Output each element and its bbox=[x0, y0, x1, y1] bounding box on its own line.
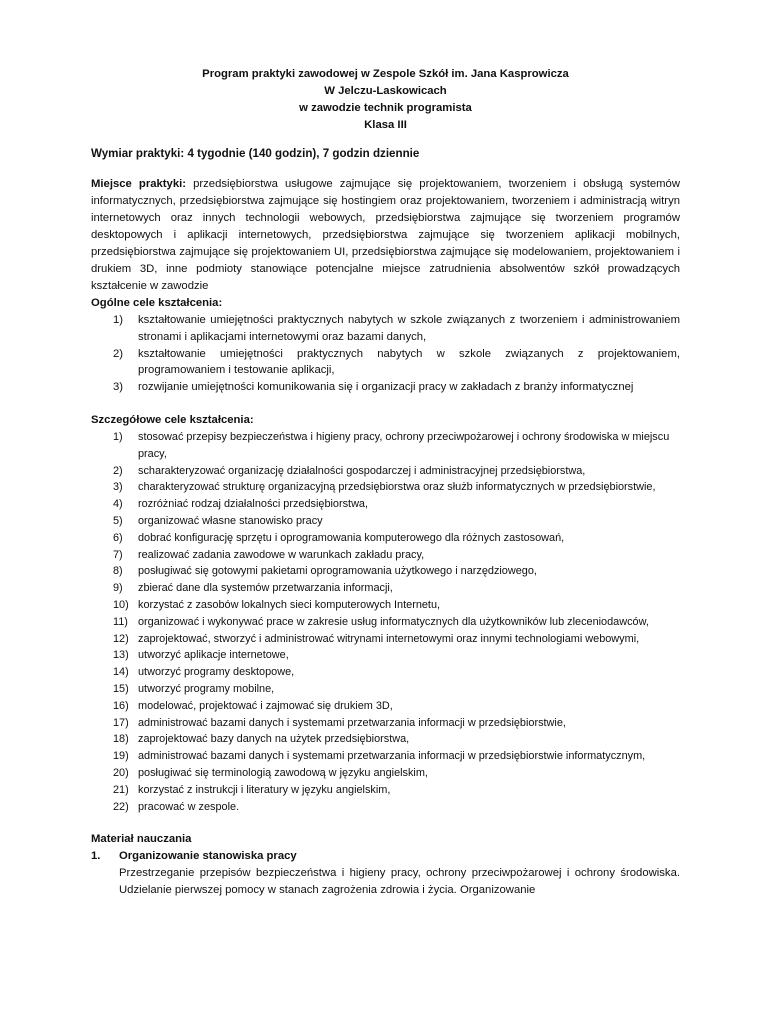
material-body: Przestrzeganie przepisów bezpieczeństwa i higieny pracy, ochrony przeciwpożarowej i ochrony środowiska. Udzielanie pierwszej pomocy w stanach zagrożenia zdrowia i życia. Organizowanie bbox=[119, 867, 680, 897]
specific-goal-item bbox=[91, 597, 680, 614]
list-item-number: 11) bbox=[113, 615, 128, 628]
list-item-text: kształtowanie umiejętności praktycznych nabytych w szkole związanych z projektowaniem, programowaniem i testowanie aplikacji, bbox=[138, 347, 680, 377]
specific-goal-item bbox=[91, 496, 680, 513]
list-item-number: 14) bbox=[113, 666, 129, 679]
specific-goal-item bbox=[91, 715, 680, 732]
list-item-text: administrować bazami danych i systemami przetwarzania informacji w przedsiębiorstwie, bbox=[138, 716, 566, 729]
list-item-number: 7) bbox=[113, 548, 123, 561]
list-item-number: 20) bbox=[113, 766, 129, 779]
specific-goal-item bbox=[91, 547, 680, 564]
specific-goal-item bbox=[91, 664, 680, 681]
list-item-text: Organizowanie stanowiska pracy bbox=[119, 850, 297, 863]
general-goals-heading: Ogólne cele kształcenia: bbox=[91, 297, 223, 309]
list-item-text: organizować i wykonywać prace w zakresie usług informatycznych dla użytkowników lub zleceniodawców, bbox=[138, 615, 649, 628]
list-item-number: 1) bbox=[113, 314, 124, 326]
specific-goal-item bbox=[91, 647, 680, 664]
title-line-2: W Jelczu-Laskowicach bbox=[324, 85, 447, 97]
specific-goal-item bbox=[91, 513, 680, 530]
specific-goal-item bbox=[91, 799, 680, 816]
material-heading: Materiał nauczania bbox=[91, 833, 192, 846]
material-item bbox=[91, 848, 680, 865]
document-title bbox=[91, 66, 680, 134]
list-item-text: posługiwać się terminologią zawodową w języku angielskim, bbox=[138, 766, 428, 779]
list-item-text: stosować przepisy bezpieczeństwa i higieny pracy, ochrony przeciwpożarowej i ochrony środowiska w miejscu pracy, bbox=[138, 430, 670, 460]
title-line-4: Klasa III bbox=[364, 119, 407, 131]
list-item-number: 2) bbox=[113, 464, 123, 477]
list-item-text: realizować zadania zawodowe w warunkach zakładu pracy, bbox=[138, 548, 425, 561]
list-item-text: kształtowanie umiejętności praktycznych nabytych w szkole związanych z tworzeniem i administrowaniem stronami i aplikacjami internetowymi oraz bazami danych, bbox=[138, 314, 680, 343]
list-item-number: 17) bbox=[113, 716, 129, 729]
specific-goal-item bbox=[91, 580, 680, 597]
list-item-number: 3) bbox=[113, 381, 124, 394]
list-item-number: 2) bbox=[113, 347, 124, 360]
list-item-number: 4) bbox=[113, 498, 123, 511]
specific-goal-item bbox=[91, 463, 680, 480]
practice-place-text: przedsiębiorstwa usługowe zajmujące się projektowaniem, tworzeniem i obsługą systemów informatycznych, przedsiębiorstwa zajmujące się hostingiem oraz projektowaniem, tworzeniem i administracją witryn internetowych oraz innych technologii webowych, przedsiębiorstwa zajmujące się tworzeniem programów desktopowych i aplikacji internetowych, przedsiębiorstwa zajmujące się tworzeniem aplikacji mobilnych, przedsiębiorstwa zajmujące się projektowaniem UI, przedsiębiorstwa zajmujące się modelowaniem, projektowaniem i drukiem 3D, inne podmioty stanowiące potencjalne miejsce zatrudnienia absolwentów szkół prowadzących kształcenie w zawodzie bbox=[91, 178, 680, 292]
list-item-text: dobrać konfigurację sprzętu i oprogramowania komputerowego dla różnych zastosowań, bbox=[138, 531, 565, 544]
material-list bbox=[91, 848, 680, 865]
specific-goal-item bbox=[91, 614, 680, 631]
general-goal-item bbox=[91, 379, 680, 396]
list-item-text: modelować, projektować i zajmować się drukiem 3D, bbox=[138, 699, 393, 712]
list-item-text: rozwijanie umiejętności komunikowania się i organizacji pracy w zakładach z branży informatycznej bbox=[138, 381, 634, 394]
list-item-number: 9) bbox=[113, 582, 123, 595]
list-item-text: administrować bazami danych i systemami przetwarzania informacji w przedsiębiorstwie informatycznym, bbox=[138, 750, 646, 763]
list-item-text: utworzyć programy mobilne, bbox=[138, 682, 275, 695]
list-item-number: 15) bbox=[113, 682, 129, 695]
list-item-text: zaprojektować bazy danych na użytek przedsiębiorstwa, bbox=[138, 733, 410, 746]
specific-goal-item bbox=[91, 631, 680, 648]
list-item-number: 8) bbox=[113, 565, 123, 578]
list-item-number: 19) bbox=[113, 750, 129, 763]
specific-goal-item bbox=[91, 731, 680, 748]
general-goal-item bbox=[91, 346, 680, 380]
list-item-text: rozróżniać rodzaj działalności przedsiębiorstwa, bbox=[138, 498, 369, 511]
list-item-number: 18) bbox=[113, 733, 129, 746]
practice-place-label: Miejsce praktyki: bbox=[91, 178, 187, 190]
list-item-number: 3) bbox=[113, 481, 123, 494]
specific-goals-heading: Szczegółowe cele kształcenia: bbox=[91, 413, 254, 426]
title-line-3: w zawodzie technik programista bbox=[299, 102, 472, 114]
list-item-text: utworzyć programy desktopowe, bbox=[138, 666, 295, 679]
specific-goal-item bbox=[91, 698, 680, 715]
list-item-text: zaprojektować, stworzyć i administrować witrynami internetowymi oraz innymi technologiami webowymi, bbox=[138, 632, 640, 645]
list-item-text: organizować własne stanowisko pracy bbox=[138, 514, 323, 527]
list-item-text: posługiwać się gotowymi pakietami oprogramowania użytkowego i narzędziowego, bbox=[138, 565, 537, 578]
specific-goal-item bbox=[91, 681, 680, 698]
list-item-number: 6) bbox=[113, 531, 123, 544]
title-line-1: Program praktyki zawodowej w Zespole Szkół im. Jana Kasprowicza bbox=[202, 68, 569, 80]
list-item-number: 21) bbox=[113, 783, 129, 796]
list-item-text: zbierać dane dla systemów przetwarzania informacji, bbox=[138, 582, 393, 595]
list-item-text: charakteryzować strukturę organizacyjną przedsiębiorstwa oraz służb informatycznych w przedsiębiorstwie, bbox=[138, 481, 656, 494]
practice-place bbox=[91, 176, 680, 295]
specific-goals-list bbox=[91, 429, 680, 815]
list-item-number: 1. bbox=[91, 850, 101, 863]
general-goal-item bbox=[91, 312, 680, 346]
general-goals-list bbox=[91, 312, 680, 396]
list-item-number: 5) bbox=[113, 514, 123, 527]
specific-goal-item bbox=[91, 782, 680, 799]
list-item-number: 13) bbox=[113, 649, 129, 662]
list-item-text: korzystać z instrukcji i literatury w języku angielskim, bbox=[138, 783, 391, 796]
specific-goal-item bbox=[91, 748, 680, 765]
specific-goal-item bbox=[91, 563, 680, 580]
specific-goal-item bbox=[91, 429, 680, 463]
list-item-number: 12) bbox=[113, 632, 129, 645]
practice-duration: Wymiar praktyki: 4 tygodnie (140 godzin), 7 godzin dziennie bbox=[91, 147, 420, 160]
specific-goal-item bbox=[91, 765, 680, 782]
list-item-text: utworzyć aplikacje internetowe, bbox=[138, 649, 289, 662]
list-item-number: 16) bbox=[113, 699, 129, 712]
list-item-number: 1) bbox=[113, 430, 123, 443]
specific-goal-item bbox=[91, 479, 680, 496]
specific-goal-item bbox=[91, 530, 680, 547]
list-item-text: korzystać z zasobów lokalnych sieci komputerowych Internetu, bbox=[138, 598, 441, 611]
list-item-text: pracować w zespole. bbox=[138, 800, 240, 813]
list-item-number: 22) bbox=[113, 800, 129, 813]
list-item-number: 10) bbox=[113, 598, 129, 611]
list-item-text: scharakteryzować organizację działalności gospodarczej i administracyjnej przedsiębiorstwa, bbox=[138, 464, 586, 477]
